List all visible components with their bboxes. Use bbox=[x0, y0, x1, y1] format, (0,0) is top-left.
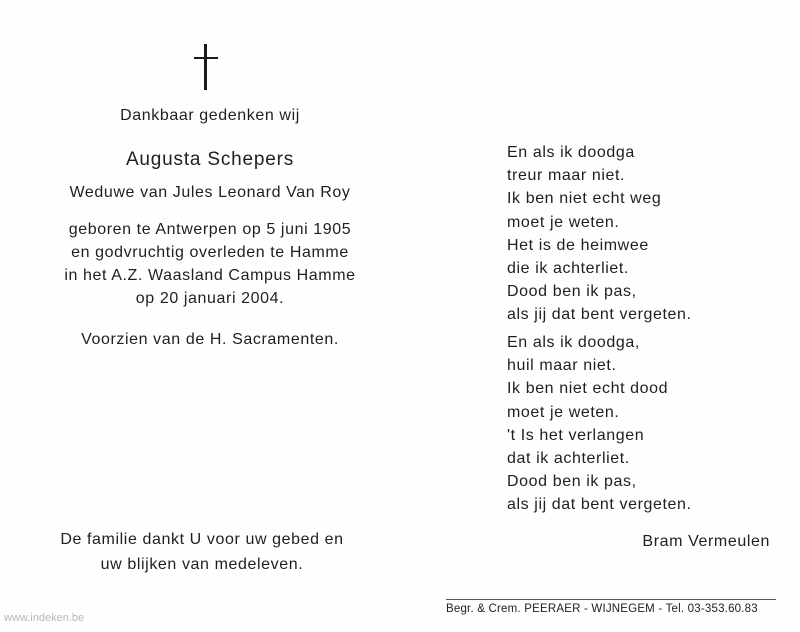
poem-stanza-2 bbox=[507, 331, 767, 517]
poem-line: Ik ben niet echt weg bbox=[507, 190, 662, 208]
intro-text: Dankbaar gedenken wij bbox=[120, 107, 300, 124]
watermark: www.indeken.be bbox=[4, 612, 85, 624]
relation-text: Weduwe van Jules Leonard Van Roy bbox=[69, 184, 351, 201]
poem-line: als jij dat bent vergeten. bbox=[507, 496, 692, 514]
thanks-line: uw blijken van medeleven. bbox=[100, 556, 304, 573]
poem-line: als jij dat bent vergeten. bbox=[507, 306, 692, 324]
poem-line: Het is de heimwee bbox=[507, 236, 649, 254]
poem-line: 't Is het verlangen bbox=[507, 426, 645, 444]
cross-icon bbox=[194, 44, 218, 90]
deceased-name: Augusta Schepers bbox=[125, 149, 295, 170]
poem-line: dat ik achterliet. bbox=[507, 450, 630, 468]
poem-line: die ik achterliet. bbox=[507, 260, 629, 278]
detail-line: op 20 januari 2004. bbox=[135, 290, 285, 307]
poem-line: moet je weten. bbox=[507, 213, 620, 231]
poem-line: Dood ben ik pas, bbox=[507, 473, 637, 491]
family-thanks bbox=[32, 527, 372, 577]
poem-line: En als ik doodga bbox=[507, 144, 635, 161]
poem-line: huil maar niet. bbox=[507, 357, 617, 375]
detail-line: in het A.Z. Waasland Campus Hamme bbox=[64, 267, 356, 284]
poem-line: moet je weten. bbox=[507, 403, 620, 421]
poem-line: Ik ben niet echt dood bbox=[507, 380, 669, 398]
poem-line: treur maar niet. bbox=[507, 167, 626, 185]
poem-line: En als ik doodga, bbox=[507, 334, 640, 351]
footer-divider bbox=[446, 599, 776, 600]
detail-line: geboren te Antwerpen op 5 juni 1905 bbox=[68, 221, 352, 238]
birth-death-details bbox=[40, 218, 380, 310]
poem-stanza-1 bbox=[507, 141, 767, 327]
thanks-line: De familie dankt U voor uw gebed en bbox=[60, 531, 344, 548]
poem-author: Bram Vermeulen bbox=[642, 533, 770, 550]
poem-line: Dood ben ik pas, bbox=[507, 283, 637, 301]
detail-line: en godvruchtig overleden te Hamme bbox=[71, 244, 349, 261]
undertaker-info: Begr. & Crem. PEERAER - WIJNEGEM - Tel. 03-353.60.83 bbox=[446, 603, 758, 615]
sacraments-text: Voorzien van de H. Sacramenten. bbox=[81, 331, 339, 348]
